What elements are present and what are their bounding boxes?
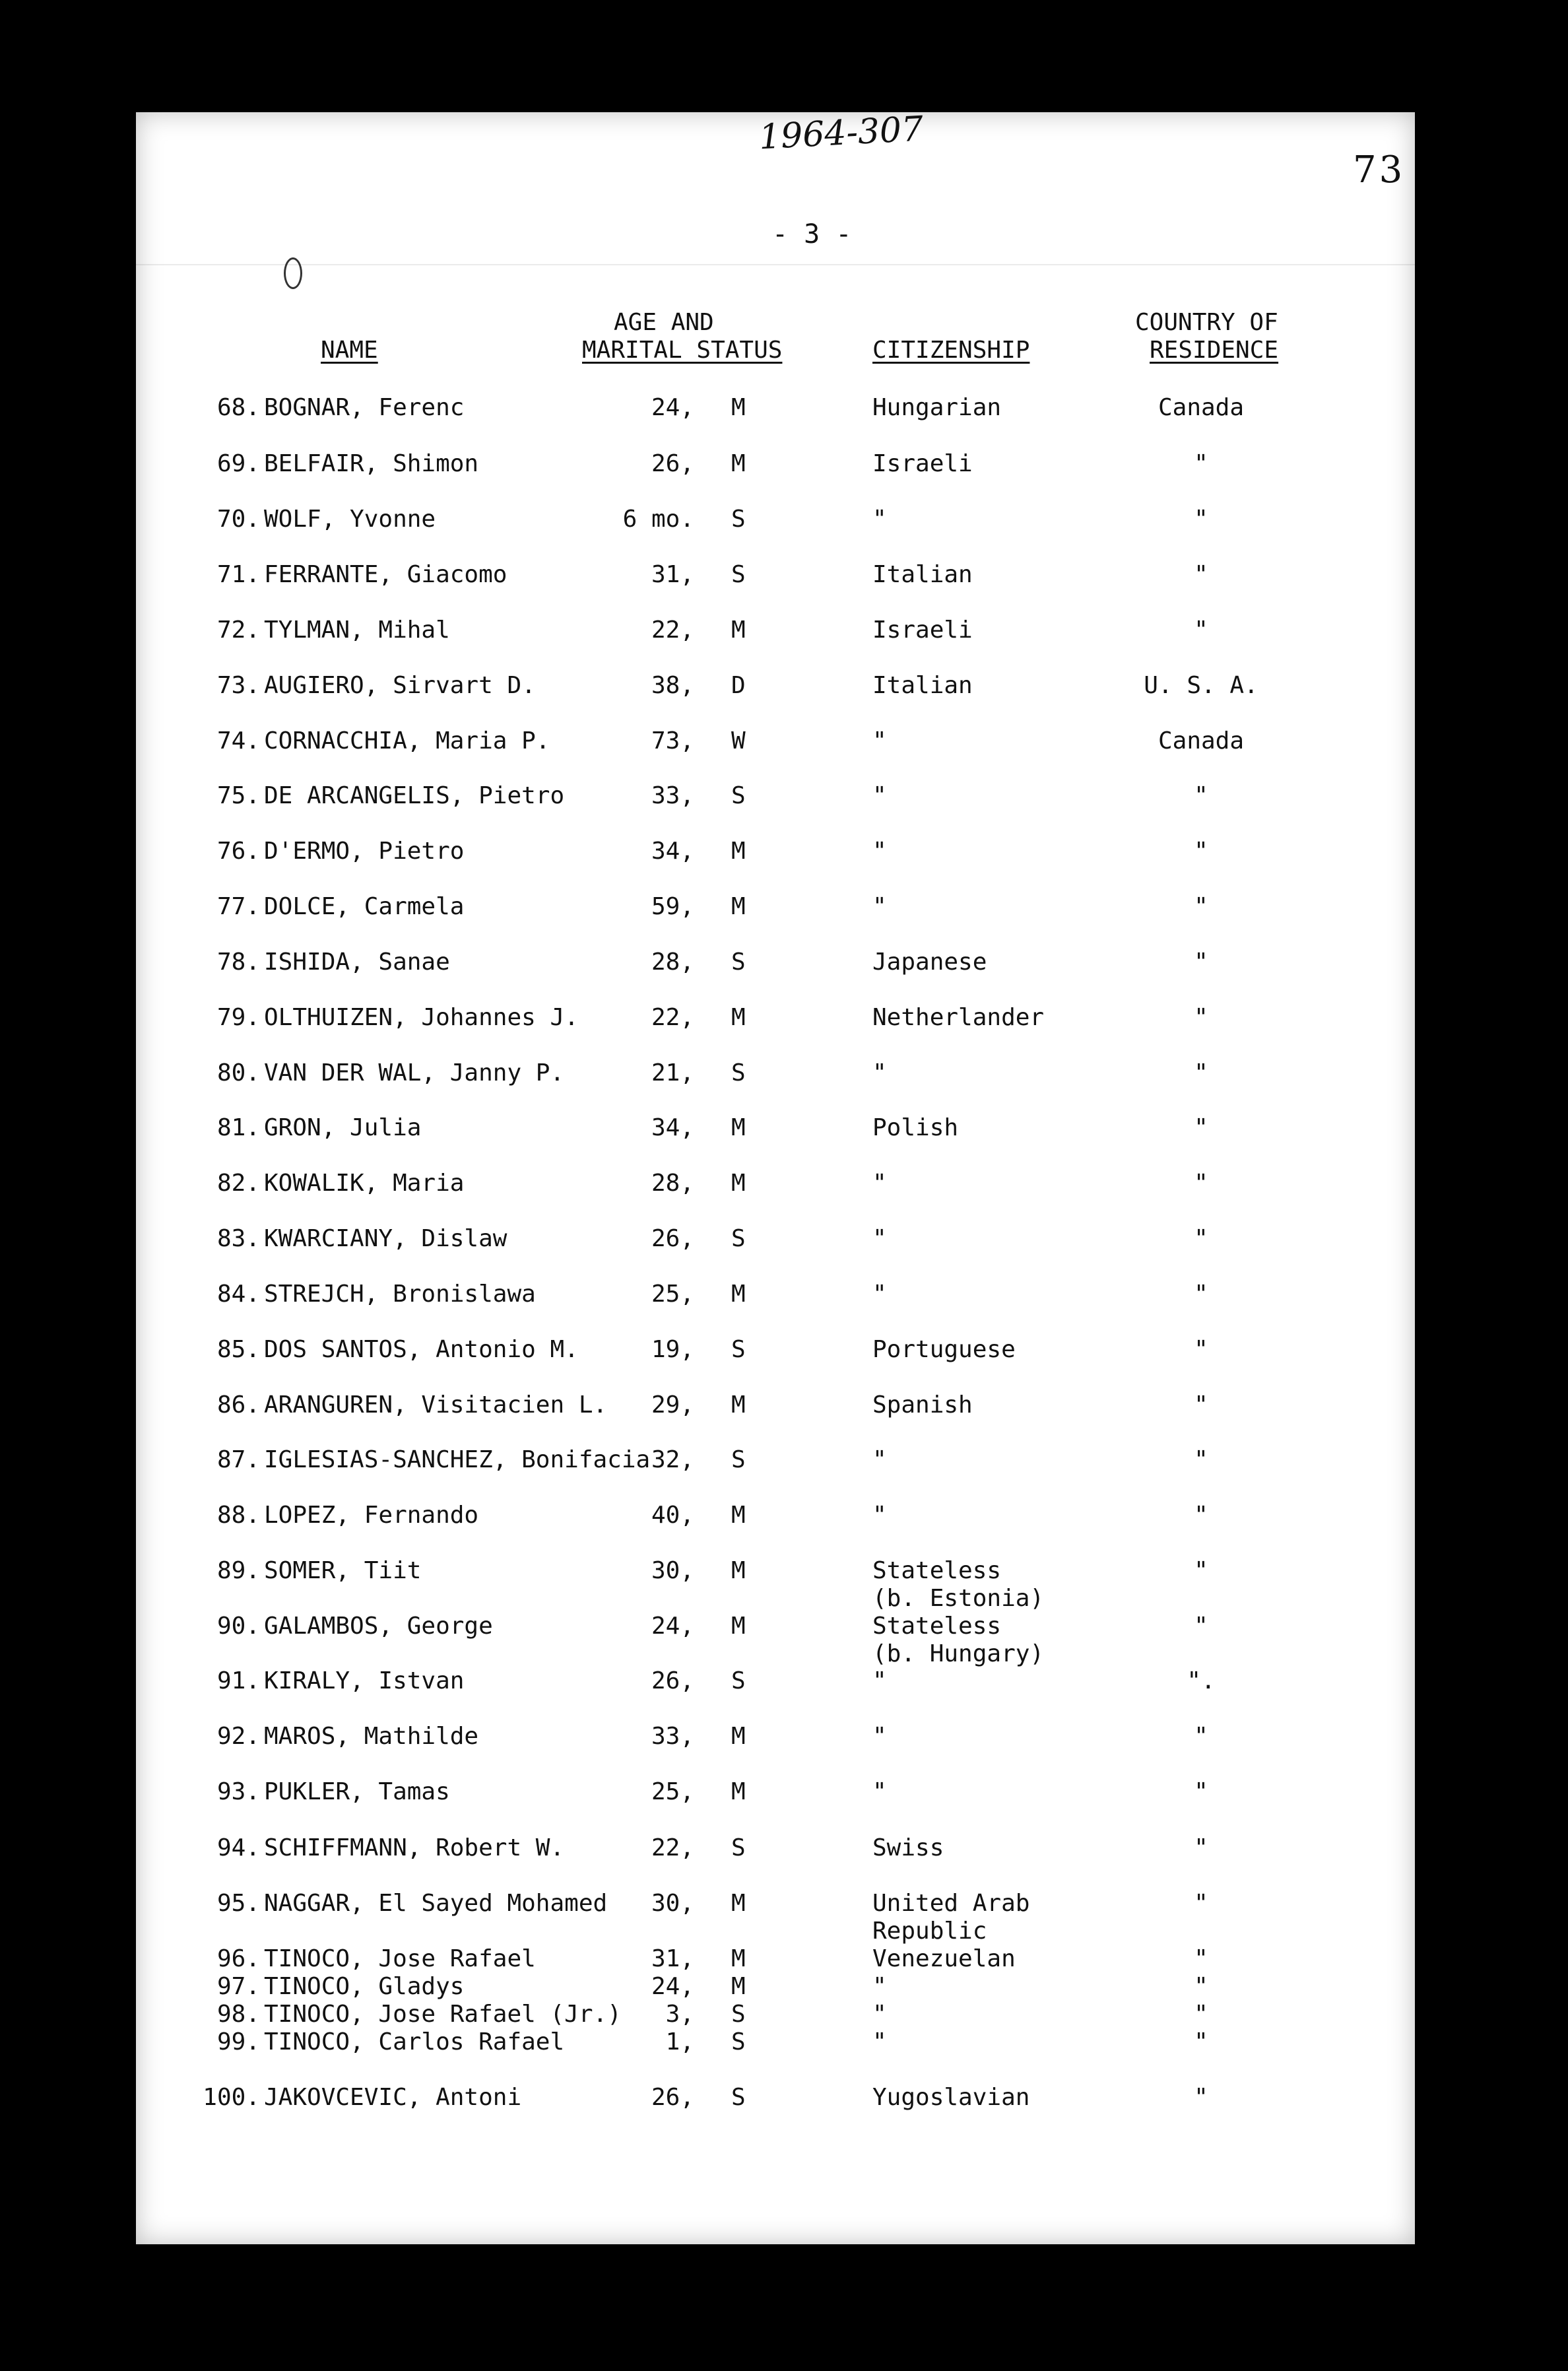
row-marital-status: S — [731, 506, 746, 533]
row-citizenship: Stateless — [872, 1613, 1002, 1640]
row-marital-status: S — [731, 2001, 746, 2028]
row-number: 91. — [216, 1667, 260, 1694]
row-marital-status: M — [731, 1281, 746, 1308]
row-age: 38, — [651, 672, 694, 699]
row-number: 86. — [216, 1391, 260, 1419]
row-residence: " — [1194, 1945, 1208, 1972]
row-citizenship: " — [872, 838, 887, 865]
row-citizenship: Japanese — [872, 949, 987, 976]
row-marital-status: M — [731, 1945, 746, 1972]
row-age: 33, — [651, 782, 694, 809]
row-citizenship: " — [872, 782, 887, 809]
row-age: 24, — [651, 1973, 694, 2000]
row-marital-status: S — [731, 1336, 746, 1363]
row-citizenship: " — [872, 506, 887, 533]
row-number: 76. — [216, 838, 260, 865]
row-citizenship: " — [872, 1446, 887, 1473]
row-name: TYLMAN, Mihal — [264, 617, 450, 644]
row-name: ISHIDA, Sanae — [264, 949, 450, 976]
row-citizenship: " — [872, 1778, 887, 1805]
row-residence: " — [1194, 1502, 1208, 1529]
row-residence: " — [1194, 561, 1208, 588]
row-residence: ". — [1187, 1667, 1216, 1694]
row-residence: " — [1194, 506, 1208, 533]
row-citizenship: Hungarian — [872, 394, 1002, 421]
row-name: NAGGAR, El Sayed Mohamed — [264, 1890, 608, 1917]
row-age: 6 mo. — [622, 506, 694, 533]
row-citizenship-note: (b. Estonia) — [872, 1585, 1045, 1612]
row-residence: " — [1194, 893, 1208, 920]
row-number: 74. — [216, 727, 260, 754]
row-number: 88. — [216, 1502, 260, 1529]
row-number: 98. — [216, 2001, 260, 2028]
row-name: DOS SANTOS, Antonio M. — [264, 1336, 579, 1363]
row-residence: " — [1194, 1723, 1208, 1750]
row-residence: Canada — [1158, 727, 1245, 754]
row-name: OLTHUIZEN, Johannes J. — [264, 1004, 579, 1031]
row-name: KOWALIK, Maria — [264, 1170, 465, 1197]
row-age: 30, — [651, 1890, 694, 1917]
row-number: 95. — [216, 1890, 260, 1917]
row-citizenship: Polish — [872, 1114, 959, 1141]
row-name: PUKLER, Tamas — [264, 1778, 450, 1805]
header-residence-line1: COUNTRY OF — [1135, 309, 1278, 336]
row-marital-status: M — [731, 1778, 746, 1805]
row-age: 25, — [651, 1281, 694, 1308]
row-number: 73. — [216, 672, 260, 699]
row-age: 21, — [651, 1059, 694, 1086]
header-name: NAME — [321, 337, 378, 364]
row-name: VAN DER WAL, Janny P. — [264, 1059, 565, 1086]
row-marital-status: S — [731, 1667, 746, 1694]
row-marital-status: W — [731, 727, 746, 754]
row-citizenship: Portuguese — [872, 1336, 1016, 1363]
row-citizenship: " — [872, 2001, 887, 2028]
row-name: GALAMBOS, George — [264, 1613, 493, 1640]
row-number: 70. — [216, 506, 260, 533]
row-number: 92. — [216, 1723, 260, 1750]
row-marital-status: M — [731, 1004, 746, 1031]
row-name: DOLCE, Carmela — [264, 893, 465, 920]
row-residence: " — [1194, 1336, 1208, 1363]
row-number: 100. — [203, 2084, 260, 2111]
row-number: 97. — [216, 1973, 260, 2000]
row-name: IGLESIAS-SANCHEZ, Bonifacia — [264, 1446, 651, 1473]
row-name: TINOCO, Jose Rafael — [264, 1945, 536, 1972]
row-marital-status: M — [731, 1723, 746, 1750]
row-age: 25, — [651, 1778, 694, 1805]
row-residence: " — [1194, 1391, 1208, 1419]
row-residence: " — [1194, 838, 1208, 865]
row-name: DE ARCANGELIS, Pietro — [264, 782, 565, 809]
row-number: 68. — [216, 394, 260, 421]
row-name: KWARCIANY, Dislaw — [264, 1225, 507, 1252]
row-marital-status: M — [731, 394, 746, 421]
row-age: 30, — [651, 1557, 694, 1584]
row-residence: " — [1194, 1557, 1208, 1584]
row-citizenship: Netherlander — [872, 1004, 1045, 1031]
row-number: 80. — [216, 1059, 260, 1086]
row-marital-status: S — [731, 2028, 746, 2055]
row-age: 31, — [651, 1945, 694, 1972]
row-residence: " — [1194, 2001, 1208, 2028]
row-residence: " — [1194, 1114, 1208, 1141]
header-age-line1: AGE AND — [614, 309, 714, 336]
header-residence-line2: RESIDENCE — [1150, 337, 1279, 364]
row-age: 22, — [651, 1834, 694, 1861]
row-citizenship: " — [872, 1059, 887, 1086]
row-name: BOGNAR, Ferenc — [264, 394, 465, 421]
row-marital-status: M — [731, 1170, 746, 1197]
row-citizenship: " — [872, 1281, 887, 1308]
row-residence: " — [1194, 617, 1208, 644]
row-age: 26, — [651, 2084, 694, 2111]
header-citizenship: CITIZENSHIP — [872, 337, 1030, 364]
row-age: 22, — [651, 1004, 694, 1031]
row-residence: " — [1194, 1281, 1208, 1308]
row-age: 34, — [651, 1114, 694, 1141]
row-age: 32, — [651, 1446, 694, 1473]
row-marital-status: M — [731, 1114, 746, 1141]
row-citizenship: " — [872, 1973, 887, 2000]
row-marital-status: S — [731, 2084, 746, 2111]
row-age: 33, — [651, 1723, 694, 1750]
row-age: 28, — [651, 1170, 694, 1197]
row-name: D'ERMO, Pietro — [264, 838, 465, 865]
row-age: 19, — [651, 1336, 694, 1363]
row-age: 3, — [665, 2001, 694, 2028]
row-number: 93. — [216, 1778, 260, 1805]
row-residence: " — [1194, 1170, 1208, 1197]
row-name: KIRALY, Istvan — [264, 1667, 465, 1694]
row-marital-status: M — [731, 838, 746, 865]
row-marital-status: D — [731, 672, 746, 699]
row-marital-status: M — [731, 450, 746, 477]
row-residence: " — [1194, 1834, 1208, 1861]
row-marital-status: M — [731, 1557, 746, 1584]
row-name: SOMER, Tiit — [264, 1557, 422, 1584]
row-citizenship: Italian — [872, 672, 973, 699]
row-number: 69. — [216, 450, 260, 477]
row-citizenship: " — [872, 727, 887, 754]
row-citizenship-note: (b. Hungary) — [872, 1640, 1045, 1667]
row-residence: " — [1194, 2084, 1208, 2111]
row-marital-status: M — [731, 617, 746, 644]
row-number: 82. — [216, 1170, 260, 1197]
row-number: 94. — [216, 1834, 260, 1861]
row-name: TINOCO, Jose Rafael (Jr.) — [264, 2001, 622, 2028]
row-citizenship: Venezuelan — [872, 1945, 1016, 1972]
row-age: 59, — [651, 893, 694, 920]
row-name: TINOCO, Gladys — [264, 1973, 465, 2000]
row-marital-status: M — [731, 1890, 746, 1917]
row-name: TINOCO, Carlos Rafael — [264, 2028, 565, 2055]
row-citizenship: United Arab — [872, 1890, 1030, 1917]
row-residence: " — [1194, 1613, 1208, 1640]
row-citizenship: Israeli — [872, 617, 973, 644]
row-age: 29, — [651, 1391, 694, 1419]
row-name: ARANGUREN, Visitacien L. — [264, 1391, 608, 1419]
row-number: 72. — [216, 617, 260, 644]
row-marital-status: S — [731, 1834, 746, 1861]
row-number: 87. — [216, 1446, 260, 1473]
row-age: 24, — [651, 394, 694, 421]
row-residence: " — [1194, 1890, 1208, 1917]
row-marital-status: M — [731, 893, 746, 920]
row-citizenship: Stateless — [872, 1557, 1002, 1584]
handwritten-reference: 1964-307 — [758, 109, 925, 158]
row-number: 84. — [216, 1281, 260, 1308]
row-name: AUGIERO, Sirvart D. — [264, 672, 536, 699]
row-name: STREJCH, Bronislawa — [264, 1281, 536, 1308]
row-name: BELFAIR, Shimon — [264, 450, 479, 477]
row-marital-status: S — [731, 782, 746, 809]
row-citizenship: Yugoslavian — [872, 2084, 1030, 2111]
row-age: 26, — [651, 450, 694, 477]
row-marital-status: S — [731, 949, 746, 976]
row-age: 26, — [651, 1667, 694, 1694]
row-number: 77. — [216, 893, 260, 920]
row-residence: " — [1194, 1225, 1208, 1252]
row-age: 26, — [651, 1225, 694, 1252]
row-residence: " — [1194, 2028, 1208, 2055]
row-marital-status: S — [731, 1225, 746, 1252]
row-citizenship: Israeli — [872, 450, 973, 477]
row-name: LOPEZ, Fernando — [264, 1502, 479, 1529]
header-age-line2: MARITAL STATUS — [582, 337, 783, 364]
row-residence: " — [1194, 450, 1208, 477]
row-residence: " — [1194, 949, 1208, 976]
row-citizenship: Spanish — [872, 1391, 973, 1419]
row-marital-status: S — [731, 1059, 746, 1086]
row-number: 78. — [216, 949, 260, 976]
row-name: WOLF, Yvonne — [264, 506, 436, 533]
row-residence: " — [1194, 782, 1208, 809]
sheet-number: - 3 - — [772, 219, 852, 250]
row-number: 71. — [216, 561, 260, 588]
row-citizenship: " — [872, 1502, 887, 1529]
row-marital-status: S — [731, 1446, 746, 1473]
row-number: 89. — [216, 1557, 260, 1584]
row-number: 99. — [216, 2028, 260, 2055]
row-number: 96. — [216, 1945, 260, 1972]
row-marital-status: M — [731, 1391, 746, 1419]
row-citizenship: " — [872, 893, 887, 920]
row-residence: " — [1194, 1004, 1208, 1031]
row-residence: U. S. A. — [1144, 672, 1258, 699]
row-citizenship-note: Republic — [872, 1918, 987, 1945]
row-residence: " — [1194, 1059, 1208, 1086]
row-age: 24, — [651, 1613, 694, 1640]
row-citizenship: " — [872, 2028, 887, 2055]
row-age: 22, — [651, 617, 694, 644]
row-number: 81. — [216, 1114, 260, 1141]
page-number: 73 — [1353, 149, 1406, 191]
row-residence: " — [1194, 1778, 1208, 1805]
row-name: MAROS, Mathilde — [264, 1723, 479, 1750]
row-marital-status: S — [731, 561, 746, 588]
row-number: 90. — [216, 1613, 260, 1640]
row-age: 40, — [651, 1502, 694, 1529]
row-marital-status: M — [731, 1502, 746, 1529]
row-citizenship: Swiss — [872, 1834, 944, 1861]
row-citizenship: " — [872, 1723, 887, 1750]
row-name: FERRANTE, Giacomo — [264, 561, 507, 588]
row-age: 73, — [651, 727, 694, 754]
row-name: CORNACCHIA, Maria P. — [264, 727, 550, 754]
row-residence: " — [1194, 1446, 1208, 1473]
row-age: 1, — [665, 2028, 694, 2055]
row-citizenship: Italian — [872, 561, 973, 588]
row-citizenship: " — [872, 1170, 887, 1197]
row-age: 31, — [651, 561, 694, 588]
row-number: 85. — [216, 1336, 260, 1363]
row-marital-status: M — [731, 1973, 746, 2000]
row-citizenship: " — [872, 1667, 887, 1694]
row-residence: " — [1194, 1973, 1208, 2000]
row-name: JAKOVCEVIC, Antoni — [264, 2084, 522, 2111]
row-citizenship: " — [872, 1225, 887, 1252]
row-marital-status: M — [731, 1613, 746, 1640]
row-number: 83. — [216, 1225, 260, 1252]
row-number: 75. — [216, 782, 260, 809]
row-age: 28, — [651, 949, 694, 976]
row-name: SCHIFFMANN, Robert W. — [264, 1834, 565, 1861]
row-number: 79. — [216, 1004, 260, 1031]
row-residence: Canada — [1158, 394, 1245, 421]
row-age: 34, — [651, 838, 694, 865]
row-name: GRON, Julia — [264, 1114, 422, 1141]
